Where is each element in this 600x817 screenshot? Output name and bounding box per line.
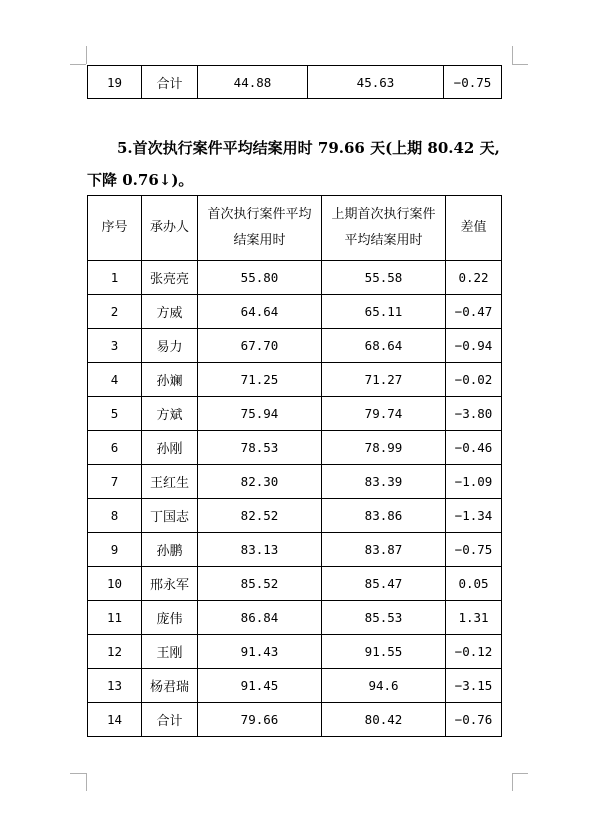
header-diff: 差值	[446, 196, 502, 261]
header-current-line1: 首次执行案件平均	[207, 207, 312, 222]
cell-diff: 1.31	[446, 601, 502, 635]
cell-current: 55.80	[198, 261, 322, 295]
cell-diff: −0.75	[444, 66, 502, 99]
cell-name: 孙刚	[142, 431, 198, 465]
cell-current: 91.43	[198, 635, 322, 669]
cell-previous: 83.39	[322, 465, 446, 499]
table-row	[88, 533, 502, 567]
cell-current: 64.64	[198, 295, 322, 329]
cell-previous: 71.27	[322, 363, 446, 397]
table-row	[88, 295, 502, 329]
table-row	[88, 261, 502, 295]
cell-diff: 0.22	[446, 261, 502, 295]
table-row	[88, 329, 502, 363]
previous-table-total-row	[87, 65, 502, 99]
table-row	[88, 66, 502, 99]
cell-current: 44.88	[198, 66, 308, 99]
cell-current: 79.66	[198, 703, 322, 737]
cell-previous: 80.42	[322, 703, 446, 737]
cell-seq: 9	[88, 533, 142, 567]
cell-previous: 94.6	[322, 669, 446, 703]
cell-seq: 13	[88, 669, 142, 703]
cell-diff: −3.80	[446, 397, 502, 431]
cell-diff: −0.46	[446, 431, 502, 465]
cell-diff: −0.94	[446, 329, 502, 363]
cell-name: 合计	[142, 703, 198, 737]
cell-diff: −1.34	[446, 499, 502, 533]
cell-diff: −0.02	[446, 363, 502, 397]
cell-diff: −0.75	[446, 533, 502, 567]
case-duration-table	[87, 195, 502, 737]
cell-diff: −3.15	[446, 669, 502, 703]
header-name: 承办人	[142, 196, 198, 261]
cell-previous: 85.53	[322, 601, 446, 635]
cell-name: 方威	[142, 295, 198, 329]
cell-seq: 7	[88, 465, 142, 499]
cell-current: 71.25	[198, 363, 322, 397]
crop-mark-top-left-h	[70, 64, 86, 65]
header-seq: 序号	[88, 196, 142, 261]
cell-seq: 8	[88, 499, 142, 533]
cell-current: 67.70	[198, 329, 322, 363]
cell-seq: 2	[88, 295, 142, 329]
cell-seq: 19	[88, 66, 142, 99]
cell-current: 83.13	[198, 533, 322, 567]
cell-current: 86.84	[198, 601, 322, 635]
table-row	[88, 363, 502, 397]
crop-mark-top-left-v	[86, 46, 87, 64]
cell-name: 庞伟	[142, 601, 198, 635]
cell-name: 孙斓	[142, 363, 198, 397]
cell-seq: 14	[88, 703, 142, 737]
crop-mark-bottom-right-h	[512, 773, 528, 774]
cell-previous: 85.47	[322, 567, 446, 601]
cell-previous: 91.55	[322, 635, 446, 669]
header-current-line2: 结案用时	[233, 233, 286, 248]
cell-current: 82.52	[198, 499, 322, 533]
cell-seq: 3	[88, 329, 142, 363]
cell-previous: 79.74	[322, 397, 446, 431]
header-current	[198, 196, 322, 261]
cell-seq: 11	[88, 601, 142, 635]
table-header-row	[88, 196, 502, 261]
table-row	[88, 601, 502, 635]
header-previous-line2: 平均结案用时	[344, 233, 423, 248]
cell-name: 王红生	[142, 465, 198, 499]
header-previous-line1: 上期首次执行案件	[331, 207, 436, 222]
cell-diff: −0.12	[446, 635, 502, 669]
cell-name: 易力	[142, 329, 198, 363]
cell-name: 方斌	[142, 397, 198, 431]
table-row	[88, 635, 502, 669]
cell-current: 78.53	[198, 431, 322, 465]
crop-mark-bottom-left-v	[86, 773, 87, 791]
section-title-line1: 5.首次执行案件平均结案用时 79.66 天(上期 80.42 天,	[117, 139, 500, 157]
table-row	[88, 499, 502, 533]
crop-mark-top-right-v	[512, 46, 513, 64]
crop-mark-bottom-left-h	[70, 773, 86, 774]
section-title-line2: 下降 0.76↓)。	[87, 171, 194, 189]
cell-seq: 10	[88, 567, 142, 601]
cell-name: 合计	[142, 66, 198, 99]
cell-previous: 83.87	[322, 533, 446, 567]
cell-name: 孙鹏	[142, 533, 198, 567]
cell-previous: 45.63	[308, 66, 444, 99]
header-previous	[322, 196, 446, 261]
cell-previous: 78.99	[322, 431, 446, 465]
table-row	[88, 397, 502, 431]
crop-mark-top-right-h	[512, 64, 528, 65]
cell-current: 82.30	[198, 465, 322, 499]
crop-mark-bottom-right-v	[512, 773, 513, 791]
table-body	[88, 261, 502, 737]
table-row	[88, 465, 502, 499]
table-row	[88, 431, 502, 465]
cell-seq: 6	[88, 431, 142, 465]
cell-name: 杨君瑞	[142, 669, 198, 703]
cell-previous: 55.58	[322, 261, 446, 295]
cell-diff: 0.05	[446, 567, 502, 601]
cell-name: 丁国志	[142, 499, 198, 533]
cell-name: 王刚	[142, 635, 198, 669]
cell-seq: 4	[88, 363, 142, 397]
table-row	[88, 567, 502, 601]
cell-name: 张亮亮	[142, 261, 198, 295]
cell-previous: 65.11	[322, 295, 446, 329]
table-row	[88, 669, 502, 703]
cell-current: 75.94	[198, 397, 322, 431]
cell-previous: 68.64	[322, 329, 446, 363]
cell-current: 91.45	[198, 669, 322, 703]
cell-diff: −0.76	[446, 703, 502, 737]
cell-previous: 83.86	[322, 499, 446, 533]
table-row	[88, 703, 502, 737]
cell-seq: 1	[88, 261, 142, 295]
cell-diff: −1.09	[446, 465, 502, 499]
cell-name: 邢永军	[142, 567, 198, 601]
cell-seq: 5	[88, 397, 142, 431]
cell-current: 85.52	[198, 567, 322, 601]
cell-seq: 12	[88, 635, 142, 669]
cell-diff: −0.47	[446, 295, 502, 329]
